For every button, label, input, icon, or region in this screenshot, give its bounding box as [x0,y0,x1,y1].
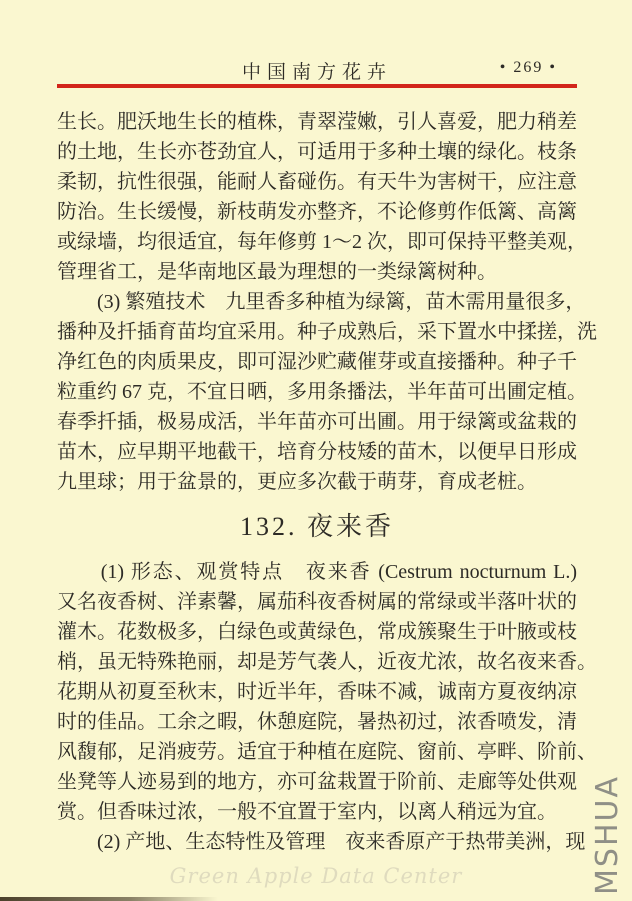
page-content [57,107,597,857]
watermark-green-apple: Green Apple Data Center [169,864,463,888]
text-line: 梢，虽无特殊艳丽，却是芳气袭人，近夜尤浓，故名夜来香。 [57,651,597,673]
text-line: 时的佳品。工余之暇，休憩庭院，暑热初过，浓香喷发，清 [57,711,577,733]
text-line: 净红色的肉质果皮，即可湿沙贮藏催芽或直接播种。种子千 [57,351,577,373]
running-title: 中国南方花卉 [241,62,392,83]
text-line: 春季扦插，极易成活，半年苗亦可出圃。用于绿篱或盆栽的 [57,411,577,433]
page-header [57,57,577,85]
text-line: (3) 繁殖技术 九里香多种植为绿篱，苗木需用量很多， [57,291,586,313]
text-line: 播种及扦插育苗均宜采用。种子成熟后，采下置水中揉搓，洗 [57,321,597,343]
text-line: 粒重约 67 克，不宜日晒，多用条播法，半年苗可出圃定植。 [57,381,587,403]
text-line: 管理省工，是华南地区最为理想的一类绿篱树种。 [57,261,497,283]
watermark-mshua: MSHUA [590,775,625,895]
text-line: 防治。生长缓慢，新枝萌发亦整齐，不论修剪作低篱、高篱 [57,201,577,223]
text-line: 九里球；用于盆景的，更应多次截于萌芽，育成老桩。 [57,471,537,493]
text-line: 花期从初夏至秋末，时近半年，香味不减，诚南方夏夜纳凉 [57,681,577,703]
text-line: 灌木。花数极多，白绿色或黄绿色，常成簇聚生于叶腋或枝 [57,621,577,643]
text-line: (2) 产地、生态特性及管理 夜来香原产于热带美洲，现 [57,831,586,853]
text-line: 苗木，应早期平地截干，培育分枝矮的苗木，以便早日形成 [57,441,577,463]
scan-edge-shadow [0,897,218,901]
text-line: 的土地，生长亦苍劲宜人，可适用于多种土壤的绿化。枝条 [57,141,577,163]
text-line: 坐凳等人迹易到的地方，亦可盆栽置于阶前、走廊等处供观 [57,771,577,793]
text-line: 或绿墙，均很适宜，每年修剪 1～2 次，即可保持平整美观， [57,231,587,253]
page-number: • 269 • [499,59,557,76]
text-line: 赏。但香味过浓，一般不宜置于室内，以离人稍远为宜。 [57,801,557,823]
section-heading: 132. 夜来香 [239,512,394,541]
text-line: 风馥郁，足消疲劳。适宜于种植在庭院、窗前、亭畔、阶前、 [57,741,597,763]
text-line: 又名夜香树、洋素馨，属茄科夜香树属的常绿或半落叶状的 [57,591,577,613]
text-line: 生长。肥沃地生长的植株，青翠滢嫩，引人喜爱，肥力稍差 [57,111,577,133]
header-rule [57,84,577,88]
text-line: 柔韧，抗性很强，能耐人畜碰伤。有天牛为害树干，应注意 [57,171,577,193]
text-line: (1) 形态、观赏特点 夜来香 (Cestrum nocturnum L.) [57,561,577,583]
